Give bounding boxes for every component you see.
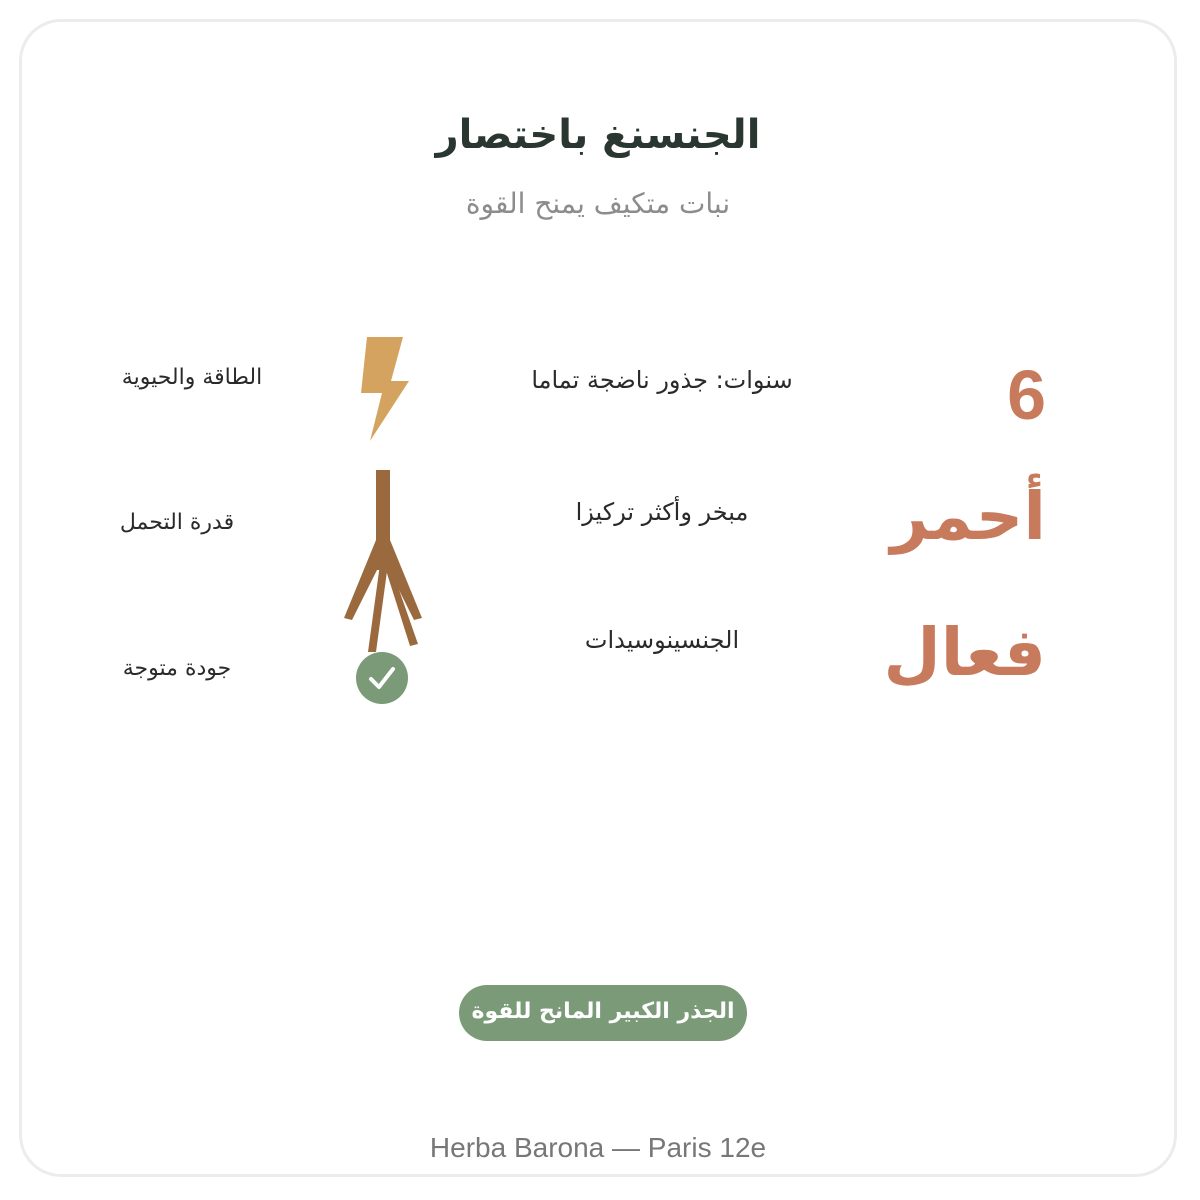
page-subtitle: نبات متكيف يمنح القوة [465, 187, 731, 220]
check-circle-icon [355, 651, 409, 705]
stat-label-red: مبخر وأكثر تركيزا [575, 498, 749, 526]
stat-label-active: الجنسينوسيدات [584, 626, 740, 654]
stat-value-active: فعال [883, 614, 1046, 691]
root-icon [340, 468, 430, 658]
lightning-bolt-icon [357, 335, 417, 443]
stat-value-years: 6 [1007, 356, 1046, 434]
benefit-label-quality: جودة متوجة [122, 656, 232, 681]
page-title: الجنسنغ باختصار [435, 112, 761, 158]
footer-brand: Herba Barona — Paris 12e [429, 1132, 767, 1163]
tagline-badge: الجذر الكبير المانح للقوة [459, 985, 747, 1041]
stat-label-years: سنوات: جذور ناضجة تماما [531, 366, 793, 394]
benefit-label-endurance: قدرة التحمل [119, 510, 235, 535]
benefit-label-energy: الطاقة والحيوية [121, 365, 263, 390]
stat-value-red: أحمر [890, 478, 1046, 555]
info-card [19, 19, 1177, 1177]
